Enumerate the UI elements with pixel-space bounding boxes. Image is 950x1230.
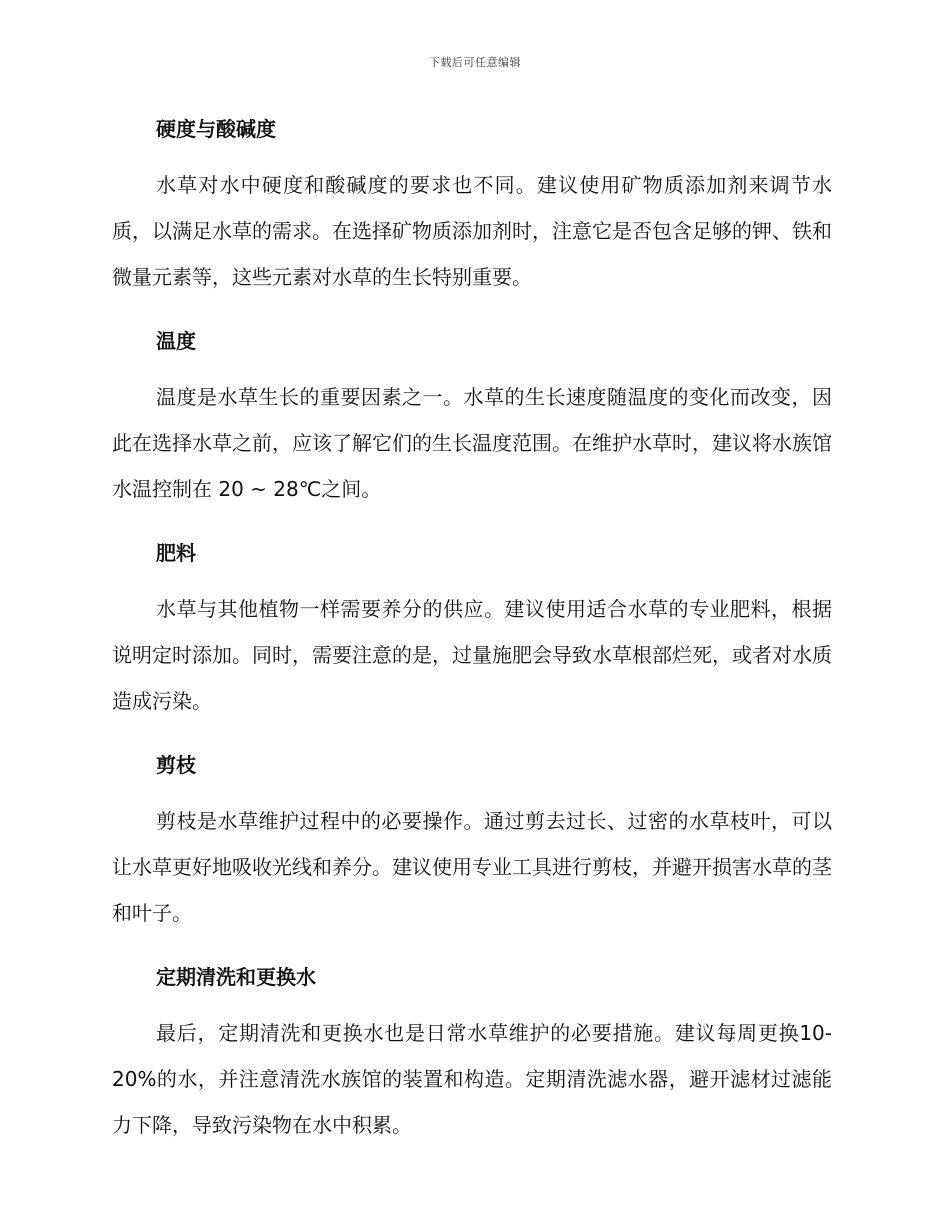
section-water-change <box>112 960 832 1148</box>
section-paragraph: 剪枝是水草维护过程中的必要操作。通过剪去过长、过密的水草枝叶，可以让水草更好地吸收光线和养分。建议使用专业工具进行剪枝，并避开损害水草的茎和叶子。 <box>112 809 832 925</box>
section-pruning <box>112 748 832 936</box>
section-fertilizer <box>112 536 832 724</box>
section-paragraph: 最后，定期清洗和更换水也是日常水草维护的必要措施。建议每周更换10-20%的水，并注意清洗水族馆的装置和构造。定期清洗滤水器，避开滤材过滤能力下降，导致污染物在水中积累。 <box>112 1021 832 1137</box>
section-paragraph: 温度是水草生长的重要因素之一。水草的生长速度随温度的变化而改变，因此在选择水草之前，应该了解它们的生长温度范围。在维护水草时，建议将水族馆水温控制在 20 ~ 28℃之间。 <box>112 385 832 501</box>
section-paragraph: 水草对水中硬度和酸碱度的要求也不同。建议使用矿物质添加剂来调节水质，以满足水草的需求。在选择矿物质添加剂时，注意它是否包含足够的钾、铁和微量元素等，这些元素对水草的生长特别重要。 <box>112 173 832 289</box>
section-title: 剪枝 <box>156 753 196 777</box>
document-body <box>112 112 832 1172</box>
section-title: 肥料 <box>156 541 196 565</box>
section-title: 温度 <box>156 329 196 353</box>
section-paragraph: 水草与其他植物一样需要养分的供应。建议使用适合水草的专业肥料，根据说明定时添加。同时，需要注意的是，过量施肥会导致水草根部烂死，或者对水质造成污染。 <box>112 597 832 713</box>
section-title: 定期清洗和更换水 <box>156 965 316 989</box>
page-header-note: 下载后可任意编辑 <box>429 56 521 69</box>
section-hardness-ph <box>112 112 832 300</box>
section-title: 硬度与酸碱度 <box>156 117 276 141</box>
section-temperature <box>112 324 832 512</box>
